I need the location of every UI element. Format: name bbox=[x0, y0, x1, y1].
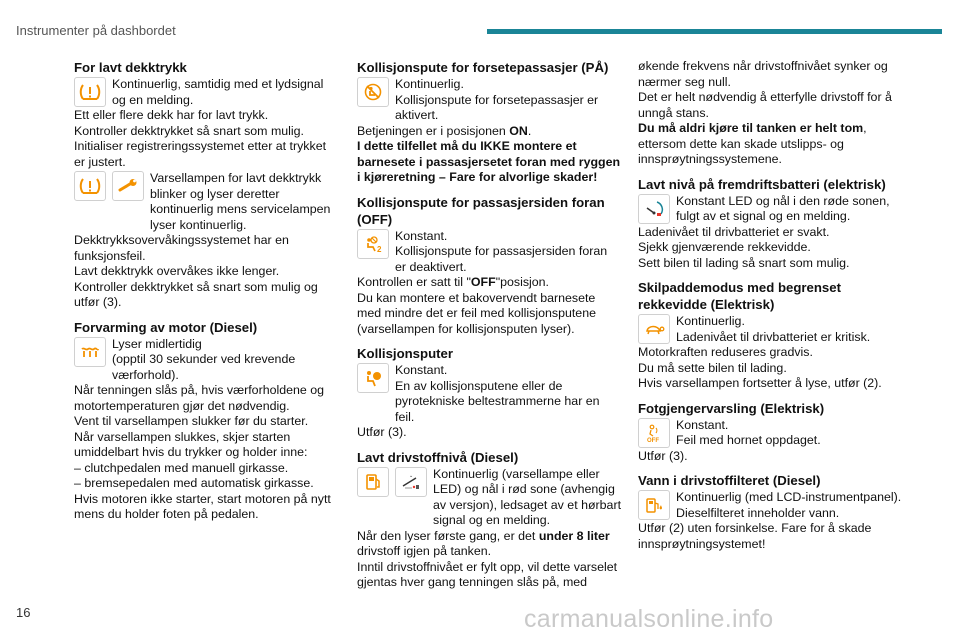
section-title: Forvarming av motor (Diesel) bbox=[74, 319, 258, 335]
column-2 bbox=[357, 59, 621, 599]
fuel-pump-icon bbox=[357, 467, 389, 497]
turtle-icon bbox=[638, 314, 670, 344]
tire-pressure-warning-icon bbox=[74, 77, 106, 107]
section-airbags: Kollisjonsputer Konstant. En av kollisjonsputene eller de pyrotekniske beltestrammerne har en feil. Utfør (3). bbox=[357, 345, 621, 441]
svg-text:2: 2 bbox=[377, 244, 382, 254]
section-low-traction-battery: Lavt nivå på fremdriftsbatteri (elektrisk) Konstant LED og nål i den røde sonen, fulgt av et signal og en melding. Ladenivået til drivbatteriet er svakt. Sjekk gjenværende rekkevidde. Sett bilen til lading så snart som mulig. bbox=[638, 176, 906, 272]
battery-gauge-icon bbox=[638, 194, 670, 224]
running-header: Instrumenter på dashbordet bbox=[16, 23, 176, 38]
section-title: Kollisjonspute for passasjersiden foran (OFF) bbox=[357, 194, 605, 227]
service-wrench-icon bbox=[112, 171, 144, 201]
airbag-fault-icon bbox=[357, 363, 389, 393]
pedestrian-alert-off-icon bbox=[638, 418, 670, 448]
svg-text:OFF: OFF bbox=[647, 437, 659, 443]
section-airbag-on: Kollisjonspute for forsetepassasjer (PÅ) Kontinuerlig. Kollisjonspute for forsetepassasjer er aktivert. Betjeningen er i posisjonen ON. I dette tilfellet må du IKKE montere et barnesete i passasjersetet foran med ryggen i kjøreretning – Fare for alvorlige skader! bbox=[357, 60, 621, 184]
section-title: Fotgjengervarsling (Elektrisk) bbox=[638, 400, 825, 416]
watermark: carmanualsonline.info bbox=[524, 605, 774, 633]
column-3 bbox=[638, 59, 906, 560]
section-title: Lavt drivstoffnivå (Diesel) bbox=[357, 449, 519, 465]
fuel-gauge-icon bbox=[395, 467, 427, 497]
glow-plug-icon bbox=[74, 337, 106, 367]
section-title: Kollisjonsputer bbox=[357, 346, 453, 361]
section-low-fuel-continued: økende frekvens når drivstoffnivået synker og nærmer seg null. Det er helt nødvendig å etterfylle drivstoff for å unngå stans. Du må aldri kjøre til tanken er helt tom, ettersom dette kan skade utslipps- og innsprøytningssystemene. bbox=[638, 59, 892, 166]
water-in-fuel-icon bbox=[638, 490, 670, 520]
section-pedestrian-alert: Fotgjengervarsling (Elektrisk) OFF Konstant. Feil med hornet oppdaget. Utfør (3). bbox=[638, 400, 906, 465]
section-title: Lavt nivå på fremdriftsbatteri (elektrisk) bbox=[638, 176, 886, 192]
svg-text:⌄: ⌄ bbox=[409, 472, 414, 479]
page-number: 16 bbox=[16, 605, 31, 620]
section-airbag-off: Kollisjonspute for passasjersiden foran (OFF) 2 Konstant. Kollisjonspute for passasjersiden foran er deaktivert. Kontrollen er satt til "OFF"posisjon. Du kan montere et bakovervendt barnesete med mindre det er feil med kollisjonsputene (varsellampen for kollisjonsputen lyser). bbox=[357, 194, 621, 338]
column-1 bbox=[74, 59, 338, 531]
section-low-tire-pressure: For lavt dekktrykk Kontinuerlig, samtidig med et lydsignal og en melding. Ett eller flere dekk har for lavt trykk. Kontroller dekktrykket så snart som mulig. Initialiser registreringssystemet etter at trykket er justert. Varsellampen for lavt dekktrykk blinker og lyser deretter kontinuerlig mens servicelampen lyser kontinuerlig. Dekktrykksovervåkingssystemet har en funksjonsfeil. Lavt dekktrykk overvåkes ikke lenger. Kontroller dekktrykket så snart som mulig og utfør (3). bbox=[74, 59, 338, 311]
section-low-fuel: Lavt drivstoffnivå (Diesel) ⌄ Kontinuerlig (varsellampe eller LED) og nål i rød sone (avhengig av versjon), ledsaget av et hørbart signal og en melding. Når den lyser første gang, er det under 8 liter drivstoff igjen på tanken. Inntil drivstoffnivået er fylt opp, vil dette varselet gjentas hver gang tenningen slås på, med bbox=[357, 449, 622, 589]
section-title: Vann i drivstoffilteret (Diesel) bbox=[638, 473, 821, 488]
section-turtle-mode: Skilpaddemodus med begrenset rekkevidde (Elektrisk) Kontinuerlig. Ladenivået til drivbatteriet er kritisk. Motorkraften reduseres gradvis. Du må sette bilen til lading. Hvis varsellampen fortsetter å lyse, utfør (2). bbox=[638, 279, 906, 392]
section-title: Skilpaddemodus med begrenset rekkevidde (Elektrisk) bbox=[638, 280, 841, 312]
tire-pressure-warning-icon bbox=[74, 171, 106, 201]
airbag-off-icon bbox=[357, 229, 389, 259]
section-glow-plug: Forvarming av motor (Diesel) Lyser midlertidig (opptil 30 sekunder ved krevende værforhold). Når tenningen slås på, hvis værforholdene og motortemperaturen gjør det nødvendig. Vent til varsellampen slukker før du starter. Når varsellampen slukkes, skjer starten umiddelbart hvis du trykker og holder inne: – clutchpedalen med manuell girkasse. – bremsepedalen med automatisk girkasse. Hvis motoren ikke starter, start motoren på nytt mens du holder foten på pedalen. bbox=[74, 319, 338, 523]
header-accent-bar bbox=[487, 29, 942, 34]
airbag-on-icon bbox=[357, 77, 389, 107]
section-water-in-fuel: Vann i drivstoffilteret (Diesel) Kontinuerlig (med LCD-instrumentpanel). Dieselfilteret inneholder vann. Utfør (2) uten forsinkelse. Fare for å skade innsprøytningsystemet! bbox=[638, 472, 906, 552]
section-title: For lavt dekktrykk bbox=[74, 60, 187, 75]
section-title: Kollisjonspute for forsetepassasjer (PÅ) bbox=[357, 60, 609, 75]
